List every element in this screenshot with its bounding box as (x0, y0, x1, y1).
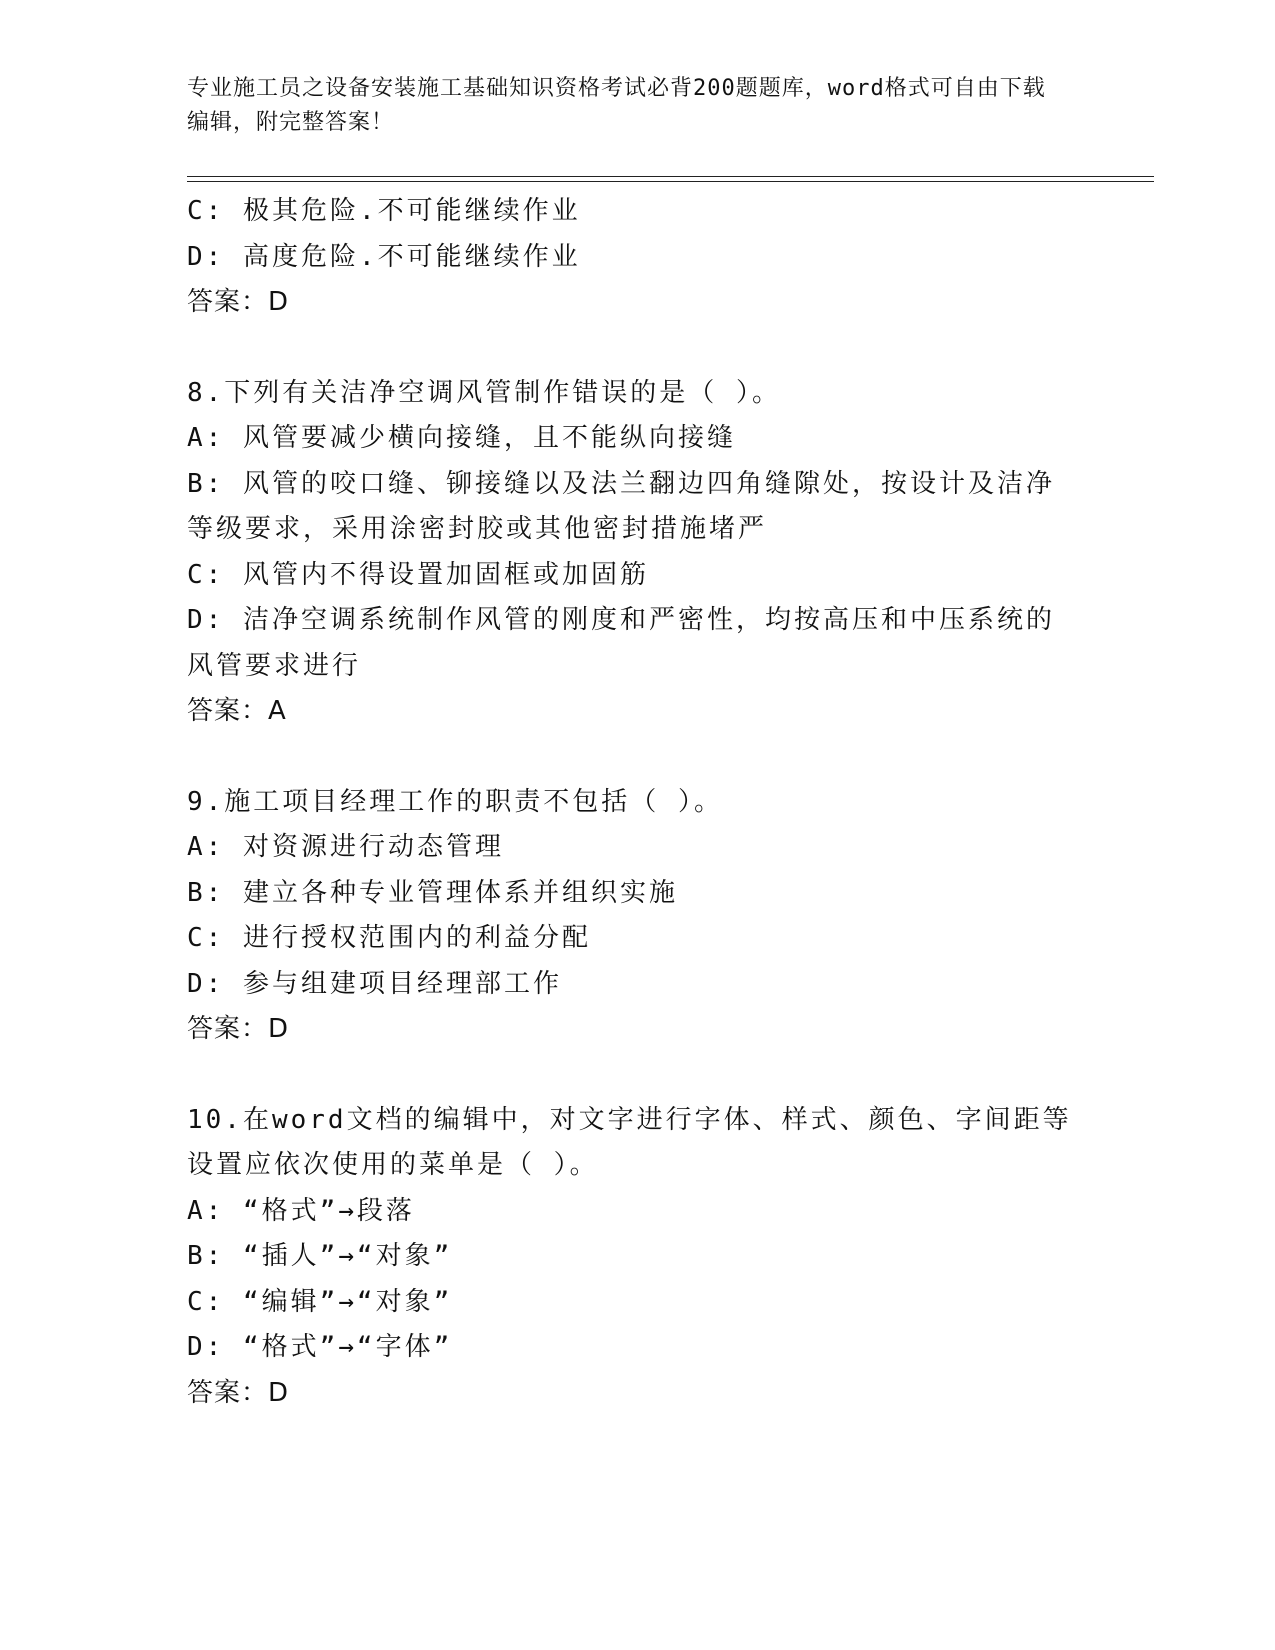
answer-line: 答案：D (187, 1014, 290, 1044)
option-c: C: 进行授权范围内的利益分配 (187, 923, 591, 953)
header-rule-top (187, 176, 1154, 177)
option-c: C: “编辑”→“对象” (187, 1286, 453, 1317)
spacer (187, 735, 1077, 780)
option-a: A: “格式”→段落 (187, 1195, 415, 1226)
header-rule-bottom (187, 181, 1154, 182)
question-block-9 (187, 780, 1077, 1053)
question-block-7 (187, 189, 1077, 326)
option-a: A: 风管要减少横向接缝，且不能纵向接缝 (187, 423, 736, 453)
spacer (187, 1053, 1077, 1098)
option-d: D: “格式”→“字体” (187, 1332, 453, 1362)
document-body (187, 189, 1077, 1416)
answer-line: 答案：A (187, 696, 287, 726)
question-stem: 9.施工项目经理工作的职责不包括（ ）。 (187, 786, 723, 817)
option-d: D: 高度危险.不可能继续作业 (187, 241, 581, 272)
option-d: D: 参与组建项目经理部工作 (187, 968, 562, 999)
option-b: B: 风管的咬口缝、铆接缝以及法兰翻边四角缝隙处，按设计及洁净等级要求，采用涂密封胶或其他密封措施堵严 (187, 468, 1055, 544)
answer-line: 答案：D (187, 1377, 290, 1408)
option-b: B: “插人”→“对象” (187, 1241, 453, 1271)
spacer (187, 326, 1077, 371)
question-block-10 (187, 1098, 1077, 1417)
document-header: 专业施工员之设备安装施工基础知识资格考试必背200题题库，word格式可自由下载编辑，附完整答案！ (187, 76, 1046, 135)
option-d: D: 洁净空调系统制作风管的刚度和严密性，均按高压和中压系统的风管要求进行 (187, 605, 1055, 681)
answer-line: 答案：D (187, 287, 290, 317)
option-c: C: 风管内不得设置加固框或加固筋 (187, 559, 649, 590)
option-b: B: 建立各种专业管理体系并组织实施 (187, 877, 678, 908)
option-c: C: 极其危险.不可能继续作业 (187, 196, 581, 226)
question-block-8 (187, 371, 1077, 735)
question-stem: 8.下列有关洁净空调风管制作错误的是（ ）。 (187, 377, 781, 408)
option-a: A: 对资源进行动态管理 (187, 832, 504, 862)
question-stem: 10.在word文档的编辑中，对文字进行字体、样式、颜色、字间距等设置应依次使用的菜单是（ ）。 (187, 1104, 1072, 1180)
